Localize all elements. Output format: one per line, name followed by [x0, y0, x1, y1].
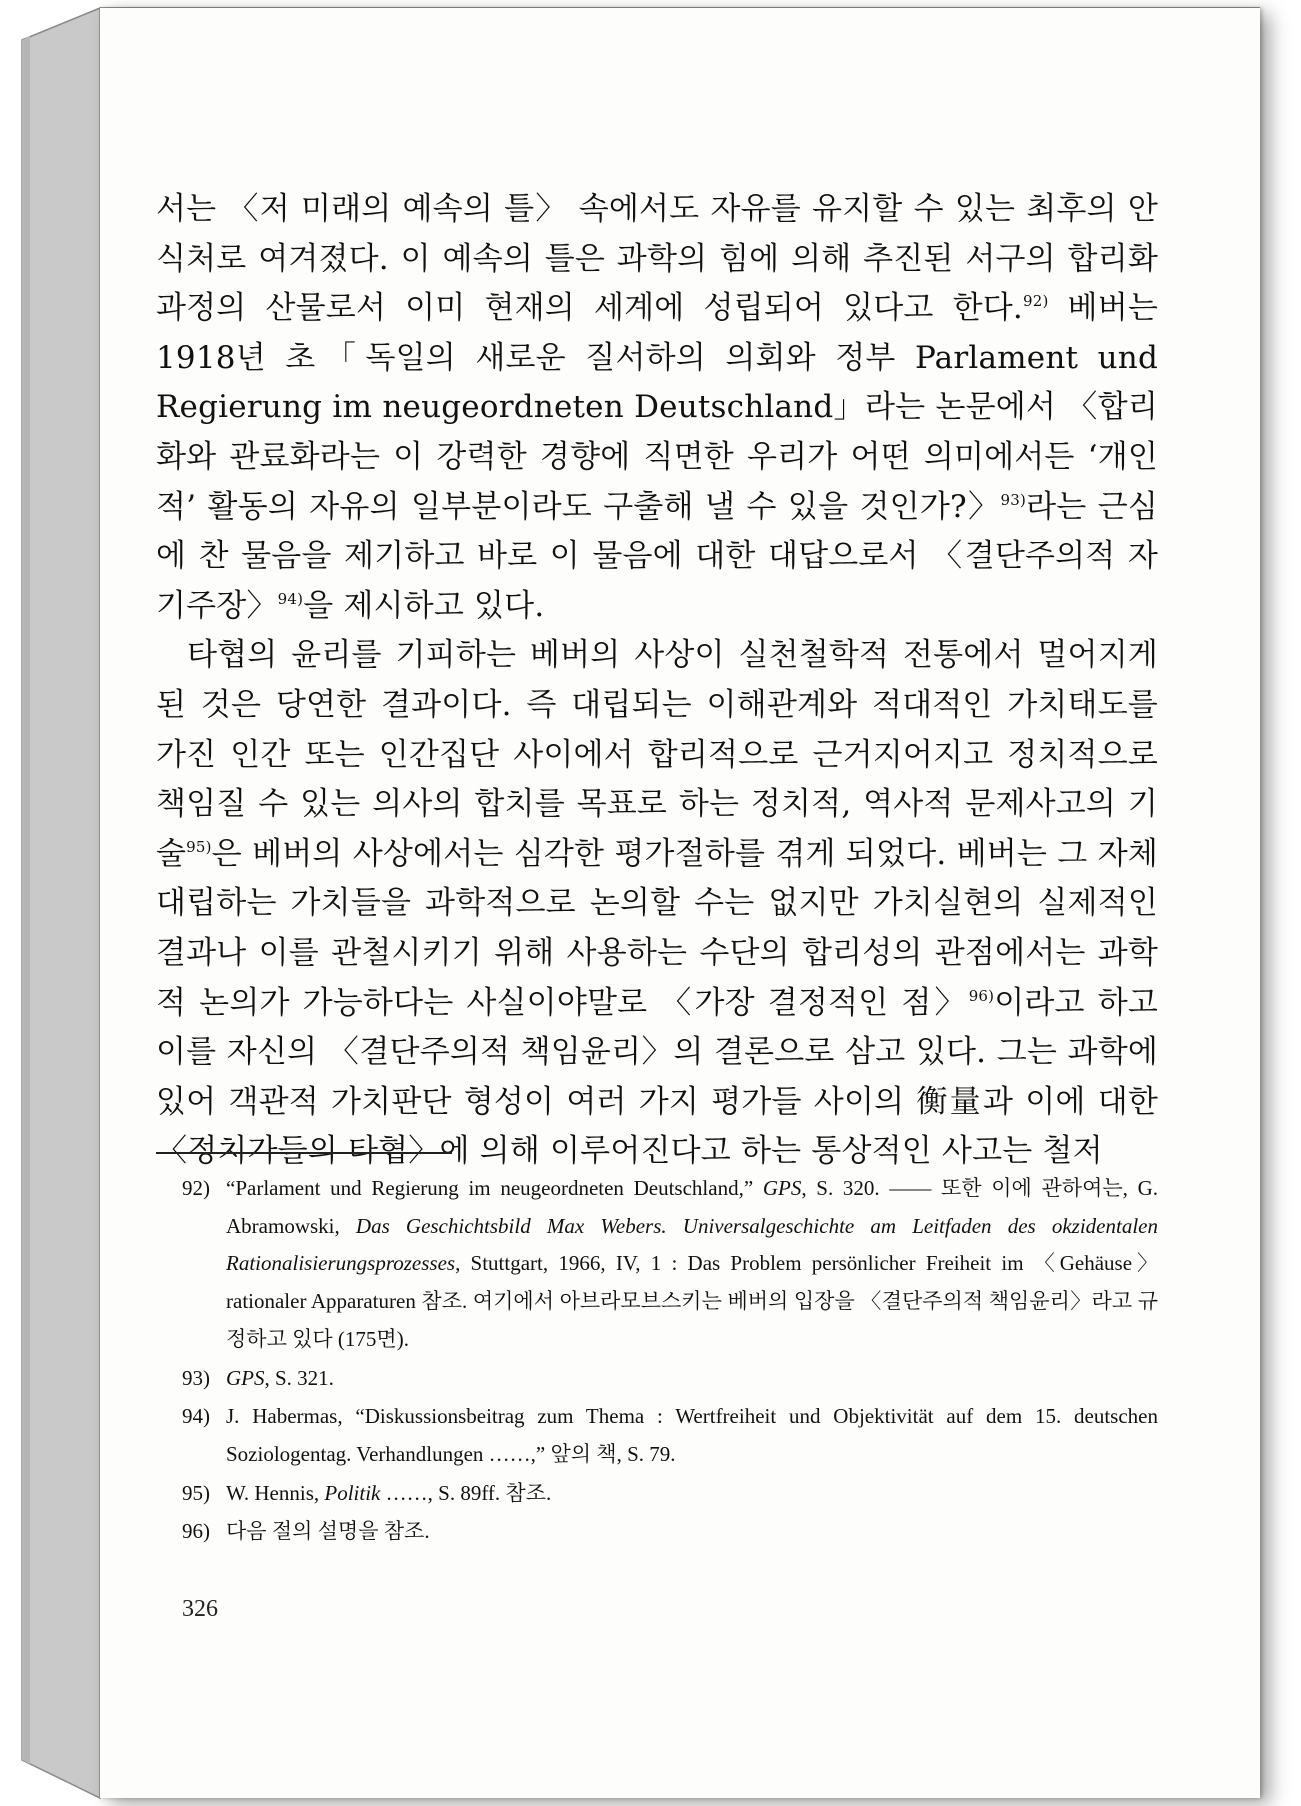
footnote-text [226, 1360, 1158, 1398]
footnote-text [226, 1170, 1158, 1359]
footnote-text [226, 1475, 1158, 1513]
paragraph-text: 서는 〈저 미래의 예속의 틀〉 속에서도 자유를 유지할 수 있는 최후의 안식처로 여겨졌다. 이 예속의 틀은 과학의 힘에 의해 추진된 서구의 합리화과정의 산물로서 이미 현재의 세계에 성립되어 있다고 한다. [156, 191, 1158, 327]
paragraph-text: 을 제시하고 있다. [303, 587, 545, 624]
footnote-number: 96) [182, 1519, 210, 1544]
footnote-text-run: 다음 절의 설명을 참조. [226, 1519, 430, 1544]
footnote-number: 95) [182, 1480, 210, 1505]
footnote-text-run: J. Habermas, “Diskussionsbeitrag zum Thema : Wertfreiheit und Objektivität auf dem 15. deutschen Soziologentag. Verhandlungen ……,” 앞의 책, S. 79. [226, 1404, 1158, 1466]
page-number: 326 [182, 1596, 218, 1622]
footnote-reference: 92) [1022, 292, 1049, 311]
footnote-title-italic: Politik [324, 1480, 381, 1505]
paragraph-text: 라는 근심에 찬 물음을 제기하고 바로 이 물음에 대한 대답으로서 〈결단주의적 자기주장〉 [156, 488, 1158, 624]
book-spine-edge [22, 36, 30, 1764]
paragraph-text: 베버는 1918년 초「독일의 새로운 질서하의 의회와 정부 Parlament und Regierung im neugeordneten Deutschland」라는 논문에서 〈합리화와 관료화라는 이 강력한 경향에 직면한 우리가 어떤 의미에서든 ‘개인적’ 활동의 자유의 일부분이라도 구출해 낼 수 있을 것인가?〉 [156, 290, 1158, 525]
paragraph [156, 185, 1158, 631]
footnote [182, 1360, 1158, 1398]
paragraph-text: 은 베버의 사상에서는 심각한 평가절하를 겪게 되었다. 베버는 그 자체 대립하는 가치들을 과학적으로 논의할 수는 없지만 가치실현의 실제적인 결과나 이를 관철시키기 위해 사용하는 수단의 합리성의 관점에서는 과학적 논의가 가능하다는 사실이야말로 〈가장 결정적인 점〉 [156, 835, 1158, 1021]
footnote-title-italic: Das Geschichtsbild Max Webers. Universalgeschichte am Leitfaden des okzidentalen Rationalisierungsprozesses [226, 1213, 1158, 1276]
footnote-reference: 93) [1000, 490, 1027, 509]
footnote-reference: 94) [277, 589, 304, 608]
footnote-number: 92) [182, 1176, 210, 1200]
footnote-text [226, 1513, 1158, 1551]
footnote-text-run: , S. 321. [264, 1365, 334, 1390]
paragraph-text: 이라고 하고 이를 자신의 〈결단주의적 책임윤리〉의 결론으로 삼고 있다. 그는 과학에 있어 객관적 가치판단 형성이 여러 가지 평가들 사이의 衡量과 이에 대한 〈정치가들의 타협〉에 의해 이루어진다고 하는 통상적인 사고는 철저 [156, 984, 1158, 1170]
footnote [182, 1170, 1158, 1359]
footnote-text-run: ……, S. 89ff. 참조. [380, 1480, 552, 1505]
footnotes [182, 1170, 1158, 1552]
footnote-text-run: “Parlament und Regierung im neugeordneten Deutschland,” [226, 1176, 763, 1200]
body-text [156, 185, 1158, 1177]
footnote-text [226, 1398, 1158, 1473]
footnote-text-run: , Stuttgart, 1966, IV, 1 : Das Problem persönlicher Freiheit im 〈Gehäuse〉 rationaler Apparaturen 참조. 여기에서 아브라모브스키는 베버의 입장을 〈결단주의적 책임윤리〉라고 규정하고 있다 (175면). [226, 1251, 1158, 1351]
footnote-reference: 95) [186, 837, 212, 856]
footnote [182, 1513, 1158, 1551]
footnote-text-run: W. Hennis, [226, 1480, 325, 1505]
footnote [182, 1475, 1158, 1513]
paragraph [156, 631, 1158, 1177]
footnote-divider [156, 1152, 452, 1154]
book-spine-face [22, 8, 100, 1798]
footnote-reference: 96) [968, 986, 995, 1005]
footnote-title-italic: GPS [226, 1365, 265, 1390]
footnote [182, 1398, 1158, 1473]
footnote-number: 94) [182, 1404, 210, 1429]
paragraph-text: 타협의 윤리를 기피하는 베버의 사상이 실천철학적 전통에서 멀어지게 된 것은 당연한 결과이다. 즉 대립되는 이해관계와 적대적인 가치태도를 가진 인간 또는 인간집단 사이에서 합리적으로 근거지어지고 정치적으로 책임질 수 있는 의사의 합치를 목표로 하는 정치적, 역사적 문제사고의 기술 [156, 637, 1158, 872]
footnote-text-run: , S. 320. —— 또한 이에 관하여는, G. Abramowski, [226, 1176, 1158, 1238]
footnote-number: 93) [182, 1365, 210, 1390]
footnote-title-italic: GPS [762, 1176, 802, 1200]
